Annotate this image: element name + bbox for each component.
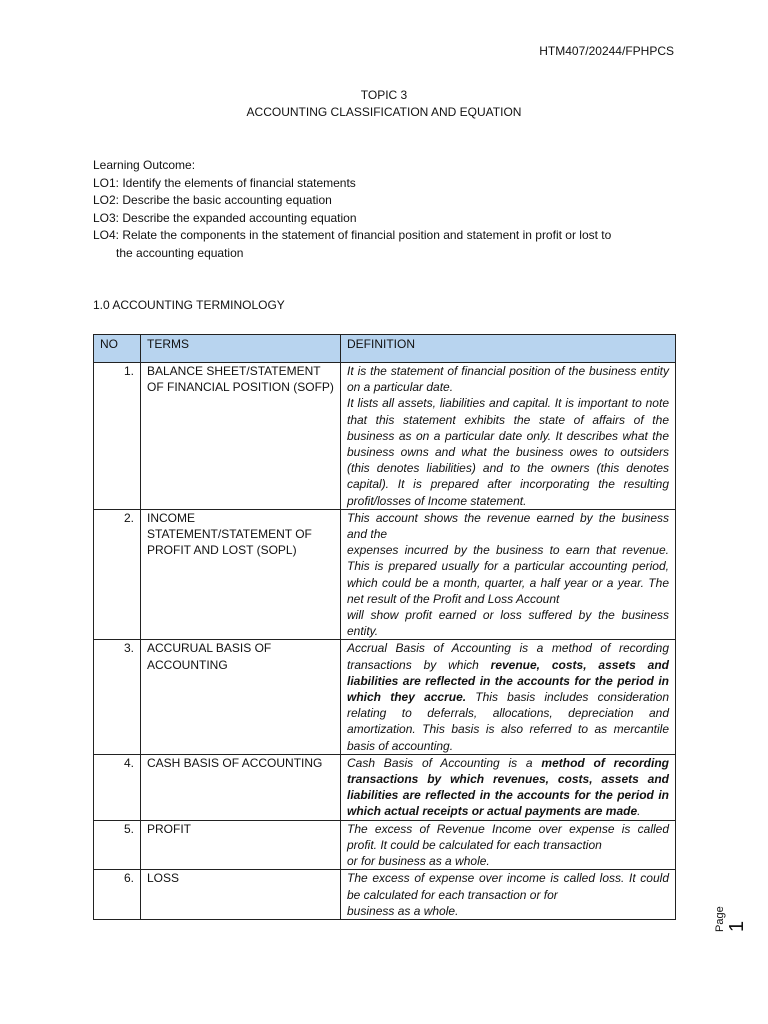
row-term: INCOME STATEMENT/STATEMENT OF PROFIT AND LOST (SOPL)	[141, 509, 341, 640]
row-term: PROFIT	[141, 820, 341, 870]
definition-bold-text: method of recording transactions by which revenues, costs, assets and liabilities are reflected in the accounts for the period in which actual receipts or actual payments are made	[347, 755, 669, 819]
definition-paragraph	[347, 607, 669, 639]
page-word: Page	[714, 906, 726, 932]
definition-paragraph	[347, 870, 669, 902]
topic-title	[0, 87, 768, 121]
definition-paragraph	[347, 640, 669, 753]
table-row	[94, 509, 676, 640]
table-row	[94, 754, 676, 820]
learning-outcome-lo2: LO2: Describe the basic accounting equation	[93, 193, 332, 208]
table-header-row	[94, 335, 676, 363]
definition-text-end: .	[637, 804, 641, 819]
definition-paragraph	[347, 510, 669, 542]
row-definition	[341, 870, 676, 920]
definition-paragraph	[347, 542, 669, 607]
definition-paragraph	[347, 903, 669, 919]
definition-text: It is the statement of financial position of the business entity on a particular date.	[347, 364, 669, 395]
learning-outcome-lo4-continued: the accounting equation	[116, 245, 244, 260]
definition-text: The excess of expense over income is called loss. It could be calculated for each transaction or for	[347, 871, 669, 902]
header-definition: DEFINITION	[341, 335, 676, 363]
definition-paragraph	[347, 853, 669, 869]
terminology-table	[93, 334, 676, 920]
learning-outcome-lo3: LO3: Describe the expanded accounting equation	[93, 210, 357, 225]
learning-outcome-heading: Learning Outcome:	[93, 158, 196, 172]
learning-outcomes	[93, 157, 678, 263]
definition-paragraph	[347, 395, 669, 508]
definition-text: Accrual Basis of Accounting is a method of recording transactions by which	[347, 641, 669, 672]
row-number: 3.	[94, 640, 141, 754]
row-definition	[341, 509, 676, 640]
definition-paragraph	[347, 363, 669, 395]
row-term: CASH BASIS OF ACCOUNTING	[141, 754, 341, 820]
table-row	[94, 820, 676, 870]
definition-text: will show profit earned or loss suffered by the business entity.	[347, 608, 669, 639]
definition-text: or for business as a whole.	[347, 854, 490, 869]
row-definition	[341, 363, 676, 510]
definition-text: The excess of Revenue Income over expense is called profit. It could be calculated for each transaction	[347, 821, 669, 852]
row-definition	[341, 640, 676, 754]
definition-text: Cash Basis of Accounting is a	[347, 755, 542, 770]
definition-text: It lists all assets, liabilities and capital. It is important to note that this statement exhibits the state of affairs of the business as on a particular date only. It describes what the business owns and what the business owes to outsiders (this denotes liabilities) and to the owners (this denotes capital). It is prepared after incorporating the resulting profit/losses of Income statement.	[347, 396, 669, 508]
section-heading: 1.0 ACCOUNTING TERMINOLOGY	[93, 298, 285, 312]
document-code: HTM407/20244/FPHPCS	[539, 44, 674, 58]
page-number: 1	[726, 920, 748, 932]
table-body	[94, 363, 676, 920]
definition-paragraph	[347, 755, 669, 820]
row-term: ACCURUAL BASIS OF ACCOUNTING	[141, 640, 341, 754]
row-number: 6.	[94, 870, 141, 920]
row-definition	[341, 754, 676, 820]
definition-text-end: This basis includes consideration relating to deferrals, allocations, depreciation and amortization. This basis is also referred to as mercantile basis of accounting.	[347, 690, 669, 753]
table-row	[94, 870, 676, 920]
topic-number: TOPIC 3	[360, 88, 408, 102]
definition-text: business as a whole.	[347, 903, 459, 918]
row-number: 4.	[94, 754, 141, 820]
row-number: 5.	[94, 820, 141, 870]
table-row	[94, 640, 676, 754]
table-row	[94, 363, 676, 510]
topic-name: ACCOUNTING CLASSIFICATION AND EQUATION	[246, 105, 522, 119]
definition-bold-text: revenue, costs, assets and liabilities are reflected in the accounts for the period in which they accrue.	[347, 657, 669, 705]
row-term: LOSS	[141, 870, 341, 920]
definition-paragraph	[347, 821, 669, 853]
page-number-label	[714, 888, 748, 938]
row-number: 2.	[94, 509, 141, 640]
header-no: NO	[94, 335, 141, 363]
definition-text: This account shows the revenue earned by the business and the	[347, 510, 669, 542]
definition-text: expenses incurred by the business to earn that revenue. This is prepared usually for a particular accounting period, which could be a month, quarter, a half year or a year. The net result of the Profit and Loss Account	[347, 543, 669, 606]
learning-outcome-lo4: LO4: Relate the components in the statement of financial position and statement in profit or lost to	[93, 228, 612, 243]
learning-outcome-lo1: LO1: Identify the elements of financial statements	[93, 175, 356, 190]
row-number: 1.	[94, 363, 141, 510]
row-definition	[341, 820, 676, 870]
header-terms: TERMS	[141, 335, 341, 363]
row-term: BALANCE SHEET/STATEMENT OF FINANCIAL POSITION (SOFP)	[141, 363, 341, 510]
